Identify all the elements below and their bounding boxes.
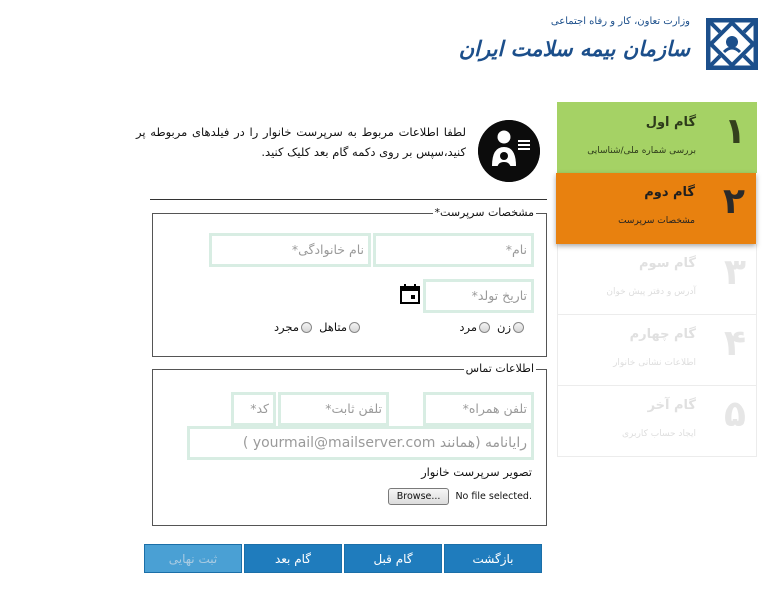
single-radio[interactable]: [301, 322, 312, 333]
step-title: گام چهارم: [629, 327, 696, 342]
married-radio[interactable]: [349, 322, 360, 333]
step-title: گام اول: [645, 115, 696, 130]
male-label: مرد: [459, 320, 477, 334]
step-number: ۳: [724, 252, 746, 293]
wizard-steps: [557, 102, 757, 457]
divider: [150, 199, 547, 200]
last-name-input[interactable]: نام خانوادگی*: [209, 233, 371, 267]
no-file-status: No file selected.: [455, 491, 532, 502]
section-legend: مشخصات سرپرست*: [434, 206, 534, 219]
birth-date-input[interactable]: تاریخ تولد*: [423, 279, 534, 313]
insurance-emblem-icon: [706, 18, 758, 70]
step-number: ۲: [723, 181, 745, 222]
step-number: ۵: [724, 394, 746, 435]
photo-label: تصویر سرپرست خانوار: [421, 465, 532, 479]
next-step-button[interactable]: گام بعد: [244, 544, 342, 573]
mobile-input[interactable]: تلفن همراه*: [423, 392, 534, 426]
step-title: گام دوم: [644, 185, 695, 200]
intro: [136, 118, 540, 188]
step-4: [557, 315, 757, 386]
section-legend: اطلاعات تماس: [465, 362, 534, 375]
email-input[interactable]: رایانامه (همانند yourmail@mailserver.com ): [187, 426, 534, 460]
female-radio[interactable]: [513, 322, 524, 333]
marital-single[interactable]: [274, 320, 312, 334]
marital-married[interactable]: [319, 320, 360, 334]
contact-section: [152, 362, 547, 526]
step-subtitle: اطلاعات نشانی خانوار: [613, 358, 696, 368]
photo-upload: [388, 488, 532, 505]
step-2[interactable]: [556, 173, 756, 244]
step-1[interactable]: [557, 102, 757, 173]
gender-male[interactable]: [459, 320, 490, 334]
married-label: متاهل: [319, 320, 347, 334]
step-number: ۴: [724, 323, 746, 364]
step-title: گام سوم: [639, 256, 696, 271]
browse-button[interactable]: Browse...: [388, 488, 450, 505]
step-subtitle: ایجاد حساب کاربری: [622, 429, 696, 439]
org-name: سازمان بیمه سلامت ایران: [458, 36, 690, 61]
area-code-input[interactable]: کد*: [231, 392, 276, 426]
step-number: ۱: [724, 111, 746, 152]
step-subtitle: بررسی شماره ملی/شناسایی: [587, 146, 696, 156]
phone-input[interactable]: تلفن ثابت*: [278, 392, 389, 426]
final-submit-button[interactable]: ثبت نهایی: [144, 544, 242, 573]
male-radio[interactable]: [479, 322, 490, 333]
logo: [458, 14, 772, 76]
guardian-family-icon: [478, 120, 540, 182]
intro-text: لطفا اطلاعات مربوط به سرپرست خانوار را در فیلدهای مربوطه پر کنید،سپس بر روی دکمه گام بعد کلیک کنید.: [136, 125, 466, 159]
head-info-section: [152, 206, 547, 357]
gender-female[interactable]: [497, 320, 524, 334]
step-title: گام آخر: [647, 398, 696, 413]
back-button[interactable]: بازگشت: [444, 544, 542, 573]
calendar-icon[interactable]: [400, 284, 420, 304]
prev-step-button[interactable]: گام قبل: [344, 544, 442, 573]
ministry-name: وزارت تعاون، کار و رفاه اجتماعی: [550, 16, 690, 27]
step-3: [557, 244, 757, 315]
single-label: مجرد: [273, 320, 299, 334]
step-5: [557, 386, 757, 457]
step-subtitle: آدرس و دفتر پیش خوان: [606, 287, 696, 297]
female-label: زن: [497, 320, 511, 334]
first-name-input[interactable]: نام*: [373, 233, 534, 267]
step-subtitle: مشخصات سرپرست: [618, 216, 695, 226]
